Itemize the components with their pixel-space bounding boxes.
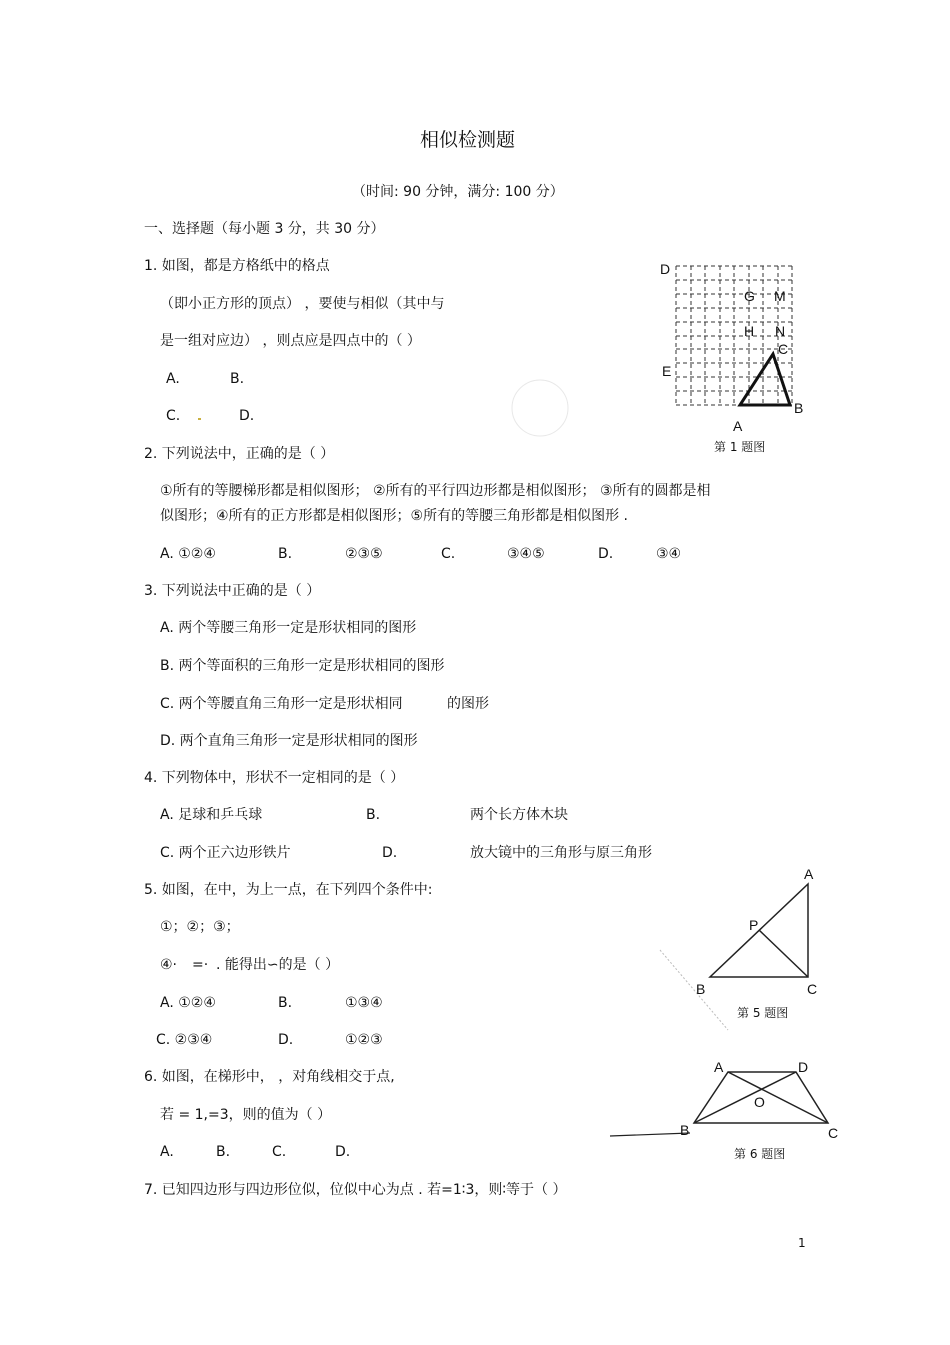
q2-option-a: A. ①②④ [160,546,216,562]
fig1-caption: 第 1 题图 [714,440,766,454]
q2-line2: ①所有的等腰梯形都是相似图形； ②所有的平行四边形都是相似图形； ③所有的圆都是相 [160,483,711,499]
q1-line1: 1. 如图，都是方格纸中的格点 [144,258,330,274]
q3-line1: 3. 下列说法中正确的是（ ） [144,583,321,599]
q5-line1: 5. 如图，在中，为上一点，在下列四个条件中: [144,882,433,898]
fig5-label-b: B [696,981,706,997]
fig1-label-b: B [794,400,804,416]
page-number: 1 [798,1236,806,1250]
q5-option-a: A. ①②④ [160,995,216,1011]
fig5-label-a: A [804,866,814,882]
fig1-label-e: E [662,363,672,379]
q1-option-d: D. [239,408,255,424]
q4-option-d: D. [382,845,398,861]
q5-line3-a: ④· [160,957,178,973]
q4-option-b: B. [366,807,381,823]
q5-option-c: C. ②③④ [156,1032,213,1048]
fig1-label-h: H [744,323,755,339]
q6-option-a: A. [160,1144,174,1160]
q1-option-a: A. [166,371,180,387]
fig1-label-d: D [660,261,671,277]
q2-option-d: D. [598,546,614,562]
q5-line3-b: =· [192,957,209,973]
q5-option-d: D. [278,1032,294,1048]
fig6-label-a: A [714,1059,724,1075]
q6-option-b: B. [216,1144,231,1160]
q3-option-d: D. 两个直角三角形一定是形状相同的图形 [160,733,418,749]
q6-option-d: D. [335,1144,351,1160]
q1-line3: 是一组对应边） ，则点应是四点中的（ ） [160,333,421,349]
q5-option-d-text: ①②③ [345,1032,383,1048]
fig1-label-a: A [733,418,743,434]
fig1-label-n: N [775,323,786,339]
page-title: 相似检测题 [420,129,516,151]
exam-info: （时间: 90 分钟，满分: 100 分） [352,184,564,200]
q4-option-b-text: 两个长方体木块 [470,807,568,823]
q2-option-b-text: ②③⑤ [345,546,383,562]
section-heading: 一、选择题（每小题 3 分，共 30 分） [144,221,385,237]
q5-line2: ①；②；③； [160,919,240,935]
q1-option-c: C. [166,408,181,424]
q4-line1: 4. 下列物体中，形状不一定相同的是（ ） [144,770,405,786]
q5-line3-c: . 能得出∽的是（ ） [216,957,340,973]
fig1-label-m: M [774,288,786,304]
q2-option-d-text: ③④ [656,546,682,562]
q2-option-b: B. [278,546,293,562]
fig6-label-o: O [754,1094,765,1110]
fig6-label-c: C [828,1125,839,1141]
q4-option-c: C. 两个正六边形铁片 [160,845,291,861]
q3-option-c: C. 两个等腰直角三角形一定是形状相同 [160,696,403,712]
q3-option-a: A. 两个等腰三角形一定是形状相同的图形 [160,620,417,636]
q6-option-c: C. [272,1144,287,1160]
q2-option-c-text: ③④⑤ [507,546,545,562]
fig1-label-g: G [744,288,755,304]
q1-option-b: B. [230,371,245,387]
q6-line2: 若 = 1,=3，则的值为（ ） [160,1107,332,1123]
fig5-caption: 第 5 题图 [737,1006,789,1020]
fig6-label-d: D [798,1059,809,1075]
fig1-label-c: C [778,341,789,357]
q5-option-b: B. [278,995,293,1011]
q7-line1: 7. 已知四边形与四边形位似，位似中心为点 . 若=1∶3，则∶等于（ ） [144,1182,567,1198]
q2-option-c: C. [441,546,456,562]
q4-option-a: A. 足球和乒乓球 [160,807,263,823]
q4-option-d-text: 放大镜中的三角形与原三角形 [470,845,652,861]
q3-option-b: B. 两个等面积的三角形一定是形状相同的图形 [160,658,445,674]
q2-line3: 似图形；④所有的正方形都是相似图形；⑤所有的等腰三角形都是相似图形 . [160,508,629,524]
fig5-label-c: C [807,981,818,997]
fig6-caption: 第 6 题图 [734,1147,786,1161]
q1-line2: （即小正方形的顶点） ，要使与相似（其中与 [160,296,445,312]
q6-line1: 6. 如图，在梯形中， ，对角线相交于点, [144,1069,395,1085]
q2-line1: 2. 下列说法中，正确的是（ ） [144,446,335,462]
q5-option-b-text: ①③④ [345,995,383,1011]
fig5-label-p: P [749,917,759,933]
q3-option-c-tail: 的图形 [447,696,489,712]
fig6-label-b: B [680,1122,690,1138]
